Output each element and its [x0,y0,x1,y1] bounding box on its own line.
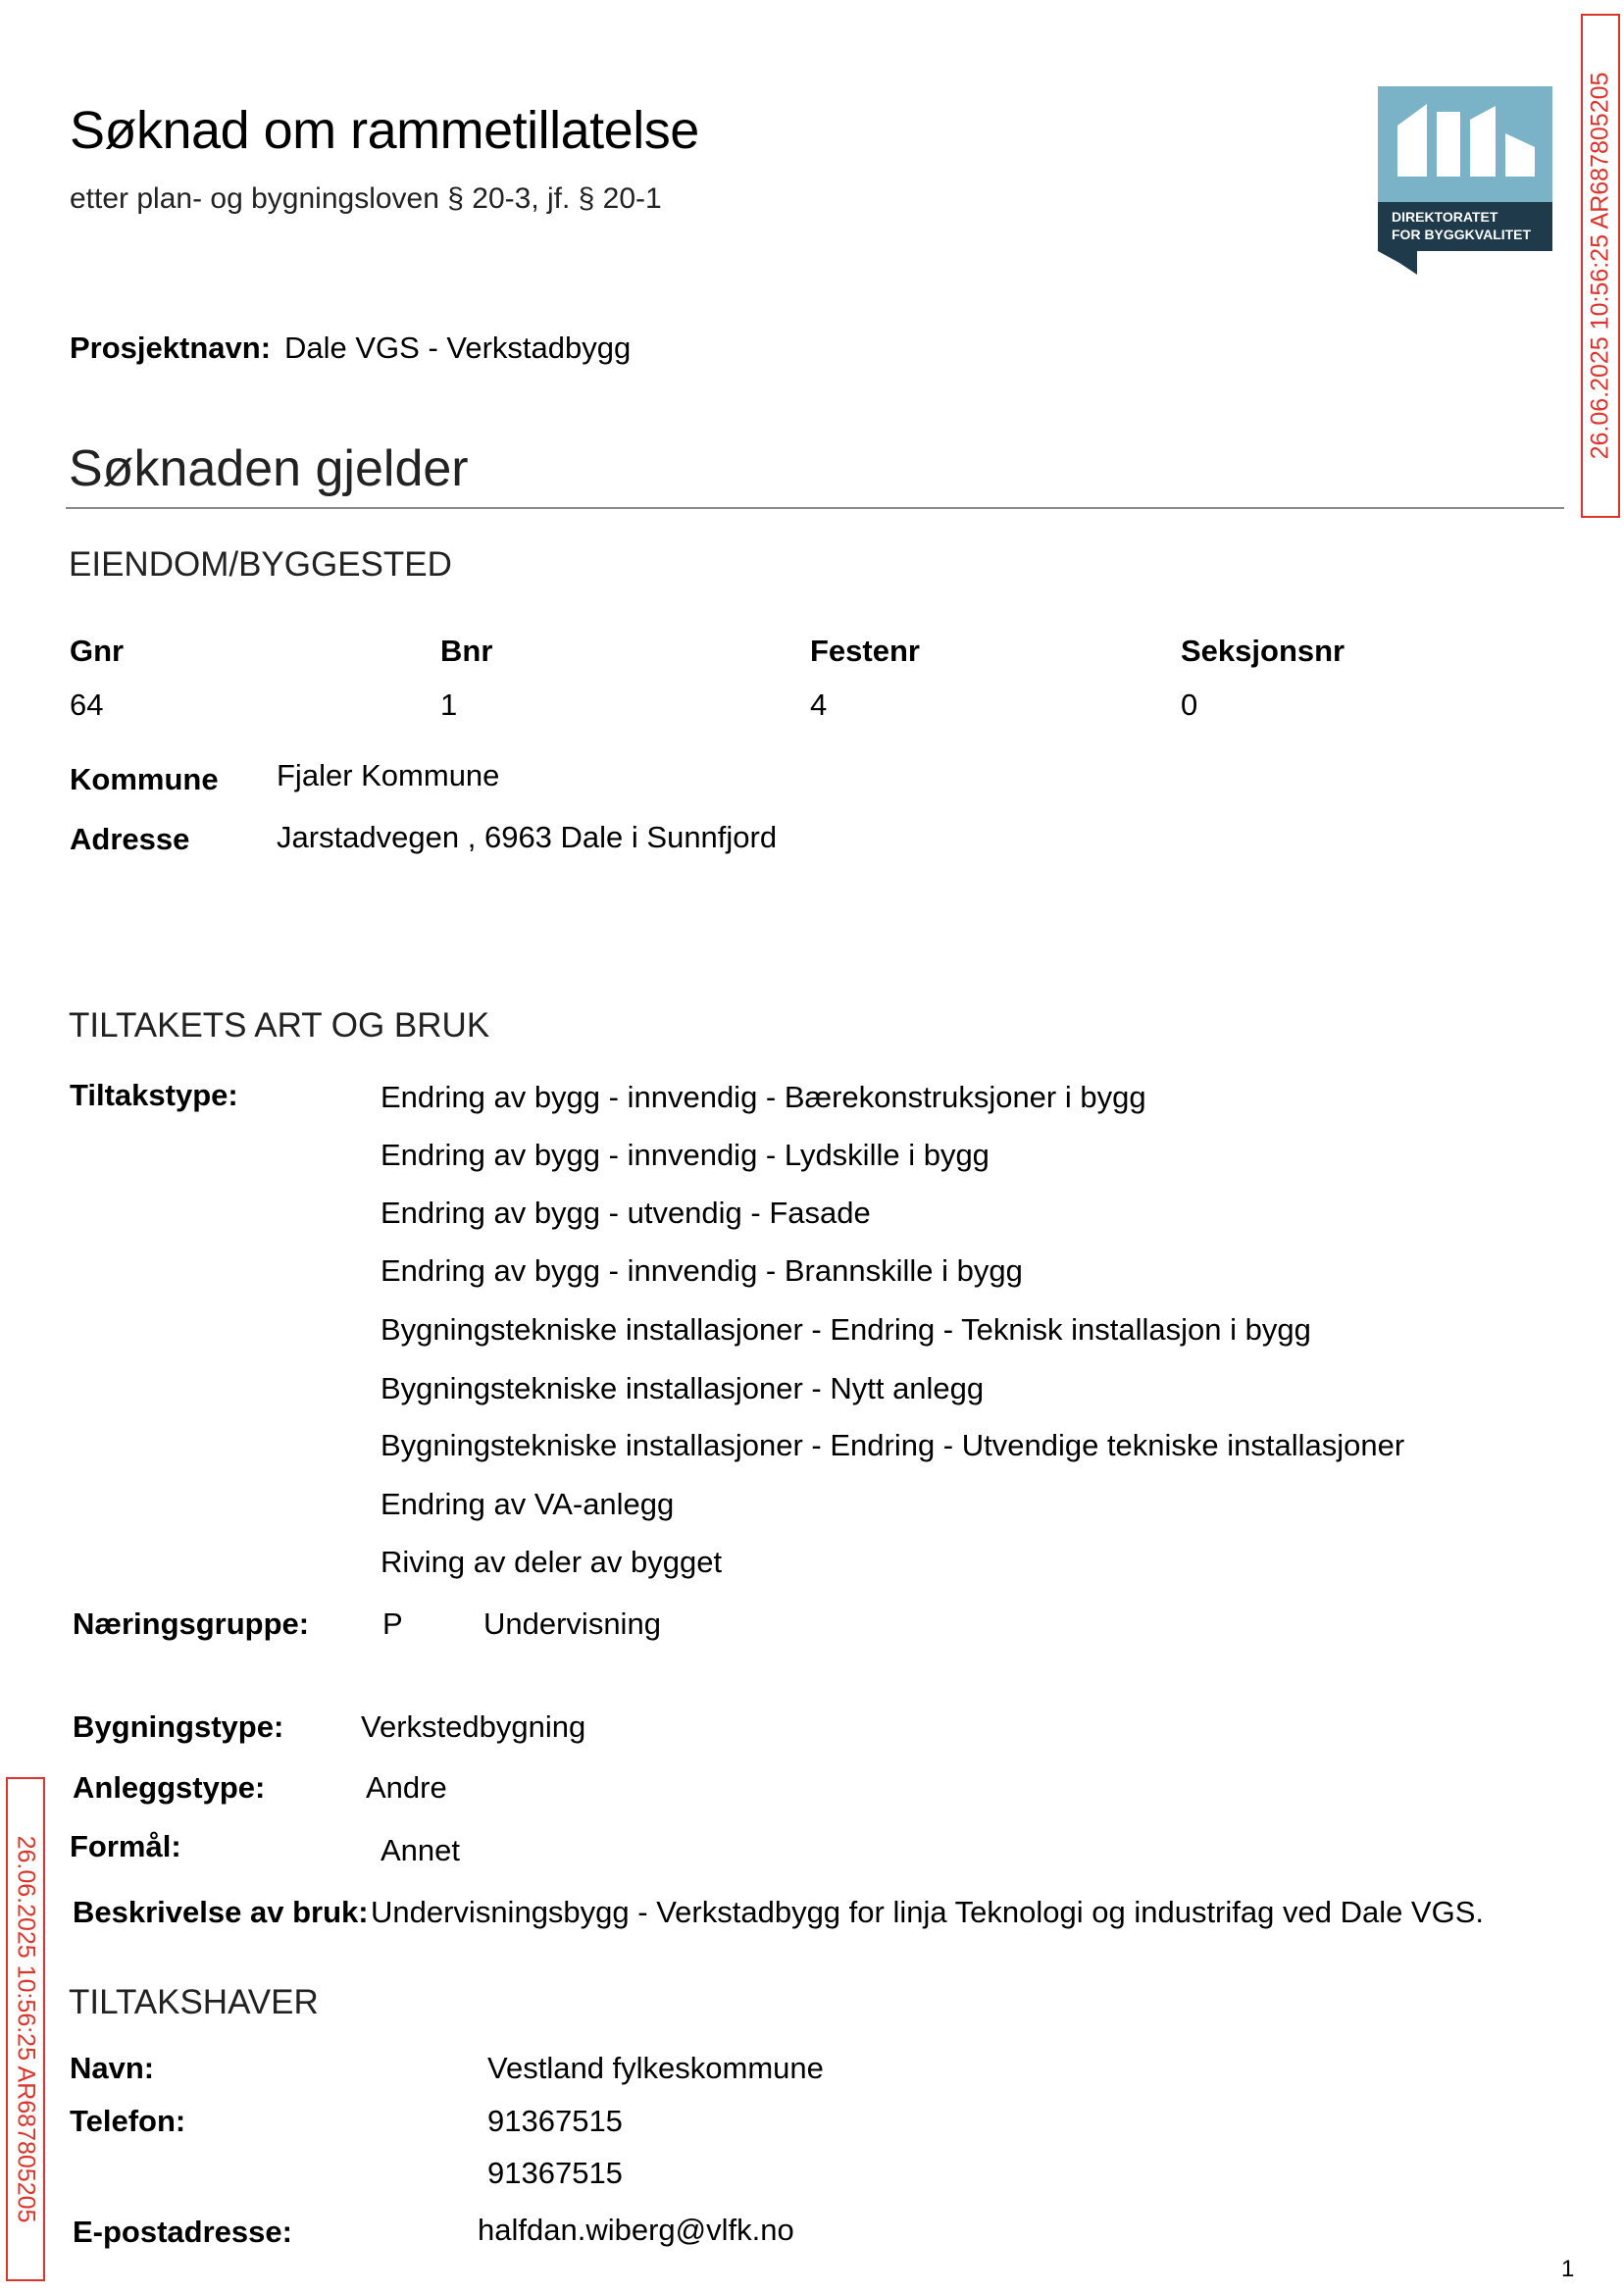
adresse-label: Adresse [70,822,190,856]
telefon-value: 91367515 [487,2156,623,2190]
tiltakstype-item: Endring av bygg - innvendig - Bærekonstruksjoner i bygg [381,1080,1146,1114]
telefon-value: 91367515 [487,2104,623,2138]
timestamp-stamp-left-text: 26.06.2025 10:56:25 AR687805205 [12,1835,40,2223]
document-title: Søknad om rammetillatelse [70,101,699,160]
project-label: Prosjektnavn: [70,331,272,365]
anleggstype-label: Anleggstype: [73,1770,266,1805]
epost-label: E-postadresse: [73,2215,292,2249]
tiltakstype-item: Endring av bygg - innvendig - Lydskille i bygg [381,1138,990,1172]
festenr-label: Festenr [810,634,920,668]
seksjonsnr-label: Seksjonsnr [1181,634,1345,668]
navn-label: Navn: [70,2051,155,2085]
anleggstype-value: Andre [366,1770,447,1805]
bnr-label: Bnr [440,634,493,668]
document-subtitle: etter plan- og bygningsloven § 20-3, jf. § 20-1 [70,182,662,215]
festenr-value: 4 [810,688,828,722]
tiltakstype-item: Bygningstekniske installasjoner - Nytt anlegg [381,1371,985,1405]
bygningstype-label: Bygningstype: [73,1709,284,1744]
tiltakstype-item: Endring av bygg - innvendig - Brannskille i bygg [381,1253,1023,1288]
tiltakshaver-heading: TILTAKSHAVER [69,1983,319,2021]
seksjonsnr-value: 0 [1181,688,1198,722]
formal-value: Annet [381,1833,461,1867]
bygningstype-value: Verkstedbygning [361,1709,586,1744]
beskrivelse-value: Undervisningsbygg - Verkstadbygg for linja Teknologi og industrifag ved Dale VGS. [371,1895,1485,1929]
tiltakstype-label: Tiltakstype: [70,1078,238,1112]
adresse-value: Jarstadvegen , 6963 Dale i Sunnfjord [277,820,778,854]
kommune-label: Kommune [70,762,219,796]
page-number: 1 [1561,2256,1575,2282]
tiltakstype-item: Bygningstekniske installasjoner - Endring - Utvendige tekniske installasjoner [381,1428,1405,1462]
naeringsgruppe-value: Undervisning [483,1606,661,1641]
section-divider [66,507,1564,509]
kommune-value: Fjaler Kommune [277,758,500,792]
logo-line-1: DIREKTORATET [1392,209,1498,225]
epost-value: halfdan.wiberg@vlfk.no [478,2213,794,2247]
project-value: Dale VGS - Verkstadbygg [284,331,632,365]
gnr-label: Gnr [70,634,125,668]
tiltakstype-item: Endring av bygg - utvendig - Fasade [381,1196,871,1230]
tiltakstype-item: Endring av VA-anlegg [381,1487,675,1521]
telefon-label: Telefon: [70,2104,186,2138]
dibk-logo [1378,86,1552,275]
tiltakstype-item: Bygningstekniske installasjoner - Endring - Teknisk installasjon i bygg [381,1312,1311,1347]
logo-line-2: FOR BYGGKVALITET [1392,227,1532,242]
formal-label: Formål: [70,1829,181,1863]
section-heading: Søknaden gjelder [69,440,469,497]
beskrivelse-label: Beskrivelse av bruk: [73,1895,369,1929]
navn-value: Vestland fylkeskommune [487,2051,824,2085]
naeringsgruppe-code: P [382,1606,403,1641]
timestamp-stamp-left [6,1777,45,2281]
timestamp-stamp-top [1581,14,1620,518]
bnr-value: 1 [440,688,458,722]
tiltakstype-item: Riving av deler av bygget [381,1545,723,1579]
naeringsgruppe-label: Næringsgruppe: [73,1606,310,1641]
timestamp-stamp-top-text: 26.06.2025 10:56:25 AR687805205 [1586,72,1614,460]
tiltak-heading: TILTAKETS ART OG BRUK [69,1006,490,1045]
property-heading: EIENDOM/BYGGESTED [69,545,452,584]
gnr-value: 64 [70,688,104,722]
dibk-logo-graphic [1378,86,1552,275]
